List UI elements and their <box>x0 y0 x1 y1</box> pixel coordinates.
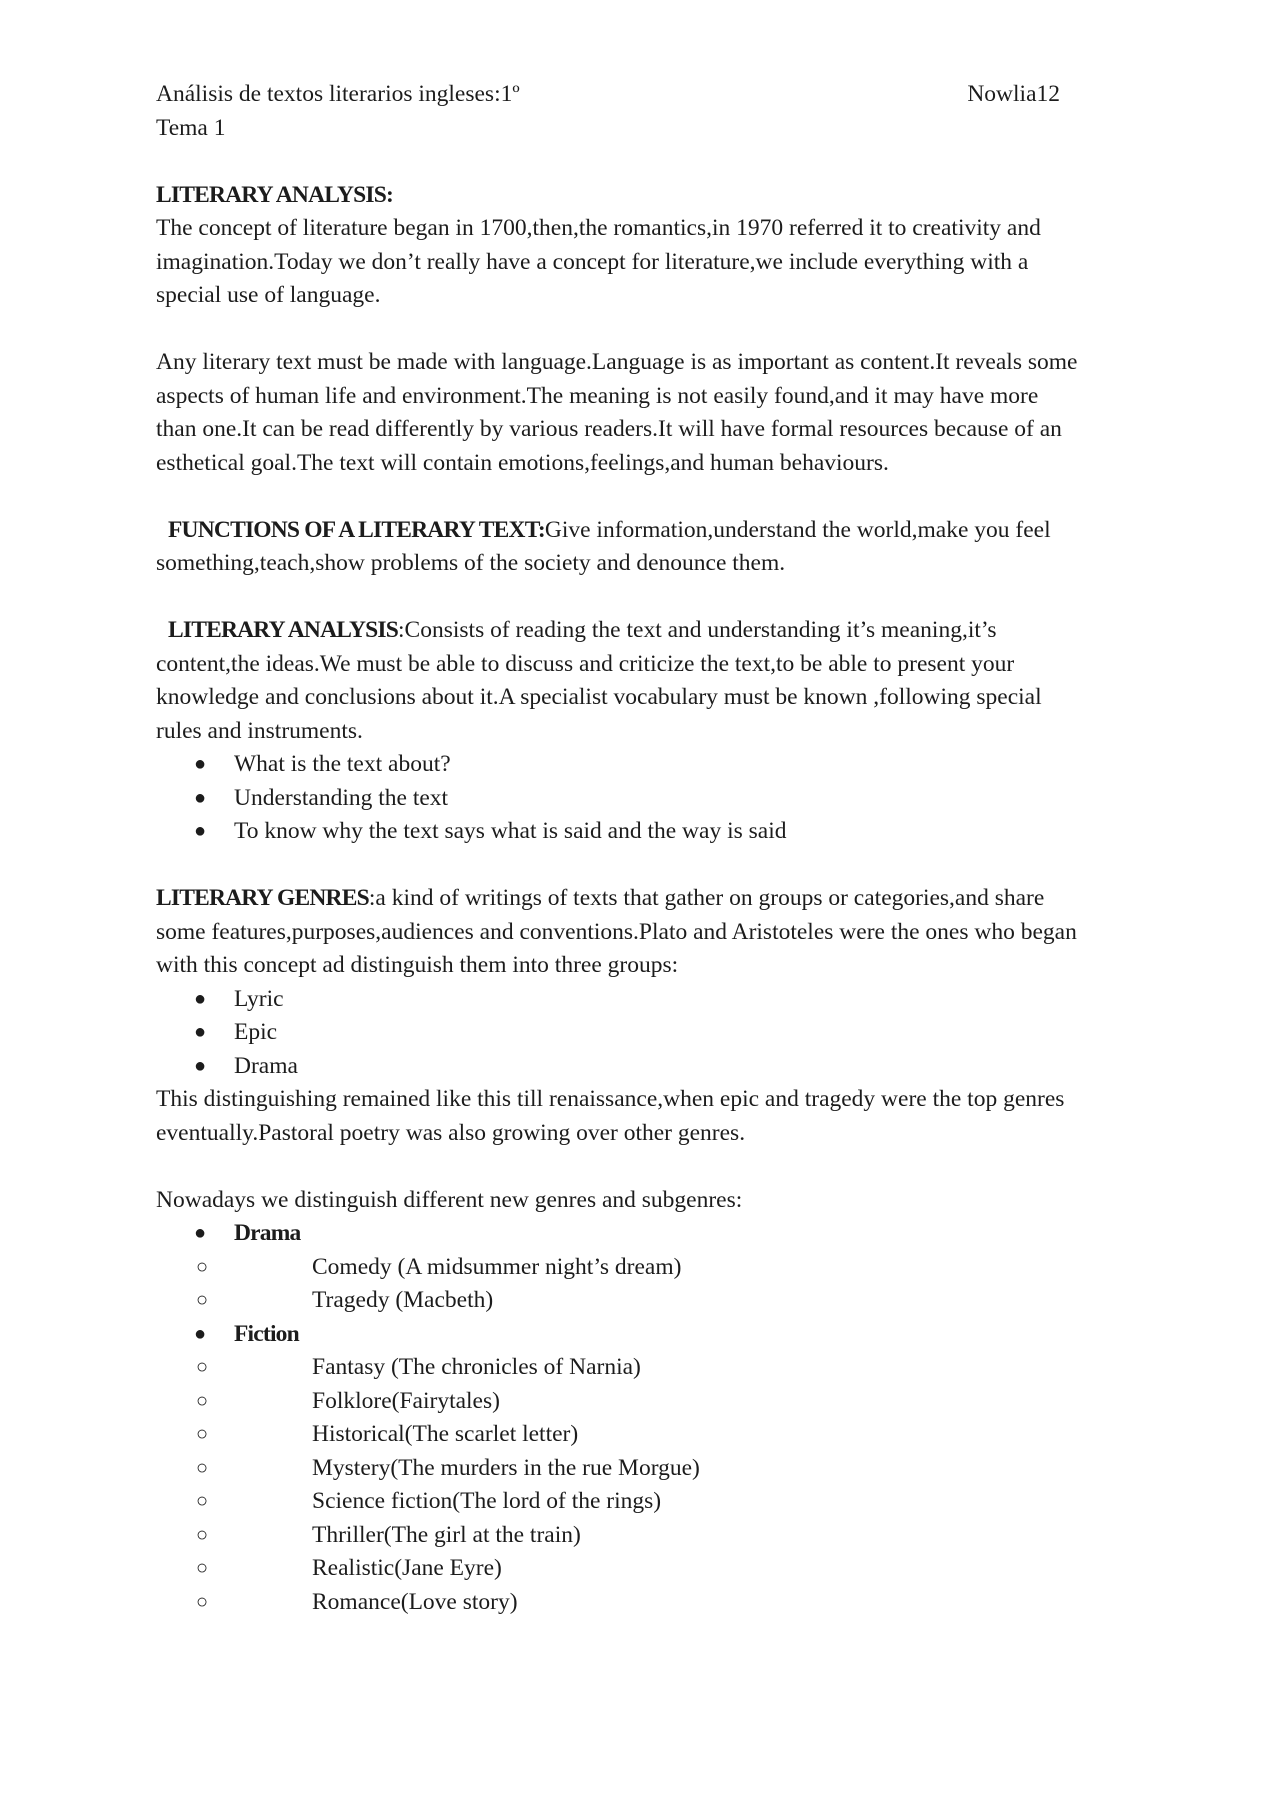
paragraph-line <box>156 614 1136 648</box>
paragraph-line: content,the ideas.We must be able to discuss and criticize the text,to be able to present your <box>156 650 1015 677</box>
paragraph-line <box>156 882 1136 916</box>
spacer <box>156 145 1136 179</box>
list-item-text: What is the text about? <box>234 751 451 777</box>
paragraph-line: knowledge and conclusions about it.A specialist vocabulary must be known ,following special <box>156 684 1042 710</box>
subgenre-item <box>196 1586 1136 1620</box>
subgenres-list <box>156 1217 1136 1619</box>
paragraph-line: with this concept ad distinguish them into three groups: <box>156 952 679 978</box>
section-heading-literary-analysis: LITERARY ANALYSIS: <box>156 181 394 208</box>
paragraph-line: esthetical goal.The text will contain emotions,feelings,and human behaviours. <box>156 449 889 476</box>
functions-heading: FUNCTIONS OF A LITERARY TEXT: <box>168 516 545 543</box>
paragraph-line <box>156 514 1136 548</box>
genre-group-fiction <box>156 1318 1136 1620</box>
list-item-text: To know why the text says what is said and the way is said <box>234 818 787 844</box>
paragraph-line: than one.It can be read differently by various readers.It will have formal resources because of an <box>156 416 1062 442</box>
document-page <box>156 78 1136 1619</box>
subgenre-list <box>196 1251 1136 1318</box>
subgenre-item <box>196 1452 1136 1486</box>
list-item-text: Drama <box>234 1052 298 1079</box>
author-name: Nowlia12 <box>967 81 1060 107</box>
topic-label: Tema 1 <box>156 114 226 141</box>
paragraph-line: eventually.Pastoral poetry was also growing over other genres. <box>156 1119 746 1146</box>
subgenre-text: Folklore(Fairytales) <box>312 1387 500 1414</box>
analysis-text: :Consists of reading the text and understanding it’s meaning,it’s <box>398 617 997 643</box>
bullet-icon: ● <box>194 820 207 842</box>
genres-bullet-list <box>156 983 1136 1084</box>
paragraph-line: rules and instruments. <box>156 717 363 744</box>
paragraph-line: Any literary text must be made with language.Language is as important as content.It reveals some <box>156 349 1078 375</box>
subgenre-text: Historical(The scarlet letter) <box>312 1421 579 1447</box>
subgenre-item <box>196 1385 1136 1419</box>
circle-bullet-icon: ○ <box>196 1356 209 1378</box>
subgenre-text: Tragedy (Macbeth) <box>312 1287 494 1313</box>
paragraph-line: This distinguishing remained like this till renaissance,when epic and tragedy were the top genres <box>156 1086 1065 1112</box>
subgenre-list <box>196 1351 1136 1619</box>
spacer <box>156 1150 1136 1184</box>
paragraph-genres <box>156 882 1136 983</box>
list-item <box>156 1050 1136 1084</box>
list-item <box>156 748 1136 782</box>
genre-group-drama <box>156 1217 1136 1318</box>
circle-bullet-icon: ○ <box>196 1423 209 1445</box>
page-header <box>156 78 1060 112</box>
subgenre-text: Science fiction(The lord of the rings) <box>312 1488 662 1514</box>
analysis-heading: LITERARY ANALYSIS <box>168 617 399 643</box>
paragraph-line: special use of language. <box>156 282 381 308</box>
bullet-icon: ● <box>194 786 207 809</box>
circle-bullet-icon: ○ <box>196 1389 209 1412</box>
paragraph-analysis <box>156 614 1136 748</box>
spacer <box>156 480 1136 514</box>
paragraph-language <box>156 346 1136 480</box>
subgenre-item <box>196 1519 1136 1553</box>
paragraph-line: imagination.Today we don’t really have a concept for literature,we include everything with a <box>156 248 1029 275</box>
analysis-bullet-list <box>156 748 1136 849</box>
paragraph-line: some features,purposes,audiences and conventions.Plato and Aristoteles were the ones who began <box>156 918 1077 945</box>
genre-name <box>194 1318 1136 1352</box>
circle-bullet-icon: ○ <box>196 1255 209 1278</box>
paragraph-line: aspects of human life and environment.The meaning is not easily found,and it may have more <box>156 382 1039 409</box>
spacer <box>156 849 1136 883</box>
list-item <box>156 782 1136 816</box>
spacer <box>156 581 1136 615</box>
paragraph-functions <box>156 514 1136 581</box>
bullet-icon: ● <box>194 1322 206 1345</box>
paragraph-concept <box>156 212 1136 313</box>
bullet-icon: ● <box>194 1021 207 1043</box>
bullet-icon: ● <box>194 1222 206 1244</box>
paragraph-renaissance <box>156 1083 1136 1150</box>
course-title: Análisis de textos literarios ingleses:1º <box>156 81 520 107</box>
bullet-icon: ● <box>194 753 207 775</box>
paragraph-line: something,teach,show problems of the society and denounce them. <box>156 550 786 576</box>
subgenre-text: Comedy (A midsummer night’s dream) <box>312 1253 682 1280</box>
subgenre-item <box>196 1251 1136 1285</box>
spacer <box>156 313 1136 347</box>
subgenre-text: Thriller(The girl at the train) <box>312 1521 581 1548</box>
subgenre-item <box>196 1552 1136 1586</box>
genre-name-text: Fiction <box>234 1320 299 1347</box>
subgenre-item <box>196 1351 1136 1385</box>
subgenre-item <box>196 1284 1136 1318</box>
subgenre-text: Romance(Love story) <box>312 1588 518 1615</box>
nowadays-intro: Nowadays we distinguish different new genres and subgenres: <box>156 1186 743 1213</box>
list-item <box>156 983 1136 1017</box>
subgenre-item <box>196 1418 1136 1452</box>
genre-name-text: Drama <box>234 1220 301 1246</box>
list-item <box>156 815 1136 849</box>
list-item-text: Epic <box>234 1019 278 1045</box>
functions-text: Give information,understand the world,make you feel <box>544 516 1051 543</box>
paragraph-line: The concept of literature began in 1700,then,the romantics,in 1970 referred it to creativity and <box>156 215 1041 241</box>
subgenre-text: Realistic(Jane Eyre) <box>312 1555 502 1581</box>
subgenre-text: Fantasy (The chronicles of Narnia) <box>312 1354 641 1380</box>
genres-text: :a kind of writings of texts that gather on groups or categories,and share <box>368 885 1045 911</box>
list-item <box>156 1016 1136 1050</box>
circle-bullet-icon: ○ <box>196 1490 209 1512</box>
genres-heading: LITERARY GENRES <box>156 885 369 911</box>
circle-bullet-icon: ○ <box>196 1456 209 1479</box>
list-item-text: Lyric <box>234 985 284 1012</box>
circle-bullet-icon: ○ <box>196 1557 209 1579</box>
circle-bullet-icon: ○ <box>196 1590 209 1613</box>
bullet-icon: ● <box>194 1054 207 1077</box>
list-item-text: Understanding the text <box>234 784 449 811</box>
bullet-icon: ● <box>194 987 207 1010</box>
circle-bullet-icon: ○ <box>196 1523 209 1546</box>
subgenre-text: Mystery(The murders in the rue Morgue) <box>312 1454 700 1481</box>
genre-name <box>194 1217 1136 1251</box>
subgenre-item <box>196 1485 1136 1519</box>
circle-bullet-icon: ○ <box>196 1289 209 1311</box>
